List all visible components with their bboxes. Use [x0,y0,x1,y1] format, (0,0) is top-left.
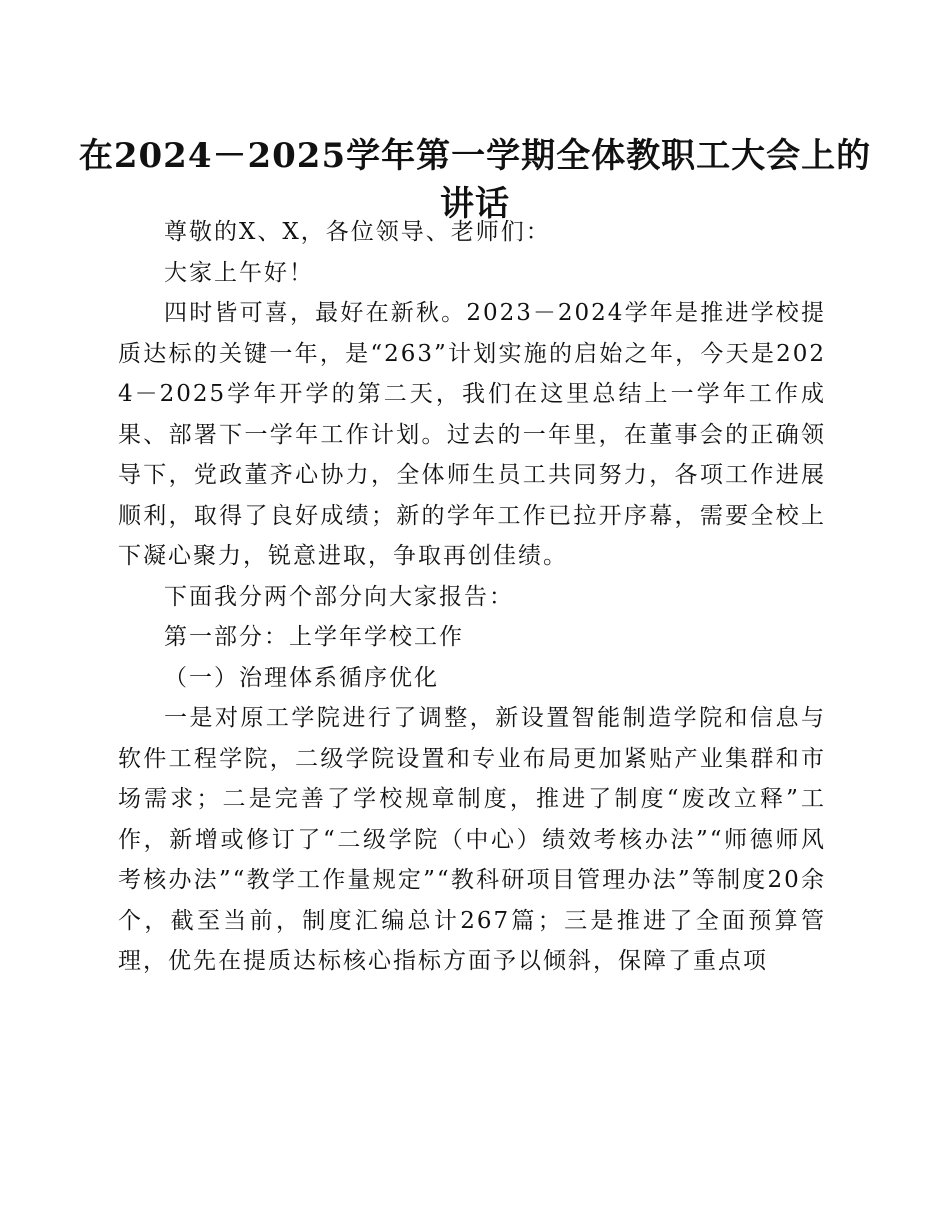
salutation: 尊敬的X、X，各位领导、老师们： [164,219,551,245]
document-title: 在2024－2025学年第一学期全体教职工大会上的讲话 [78,136,872,224]
document-body [118,212,826,982]
section-heading-part-one: 第一部分：上学年学校工作 [164,624,464,650]
report-intro: 下面我分两个部分向大家报告： [164,583,514,610]
governance-paragraph: 一是对原工学院进行了调整，新设置智能制造学院和信息与软件工程学院，二级学院设置和专业布局更加紧贴产业集群和市场需求；二是完善了学校规章制度，推进了制度“废改立释”工作，新增或修订了“二级学院（中心）绩效考核办法”“师德师风考核办法”“教学工作量规定”“教科研项目管理办法”等制度20余个，截至当前，制度汇编总计267篇；三是推进了全面预算管理，优先在提质达标核心指标方面予以倾斜，保障了重点项 [118,705,826,974]
greeting: 大家上午好！ [164,259,314,286]
opening-paragraph: 四时皆可喜，最好在新秋。2023－2024学年是推进学校提质达标的关键一年，是“263”计划实施的启始之年，今天是2024－2025学年开学的第二天，我们在这里总结上一学年工作成果、部署下一学年工作计划。过去的一年里，在董事会的正确领导下，党政董齐心协力，全体师生员工共同努力，各项工作进展顺利，取得了良好成绩；新的学年工作已拉开序幕，需要全校上下凝心聚力，锐意进取，争取再创佳绩。 [118,300,826,569]
subsection-heading-governance: （一）治理体系循序优化 [164,664,439,691]
